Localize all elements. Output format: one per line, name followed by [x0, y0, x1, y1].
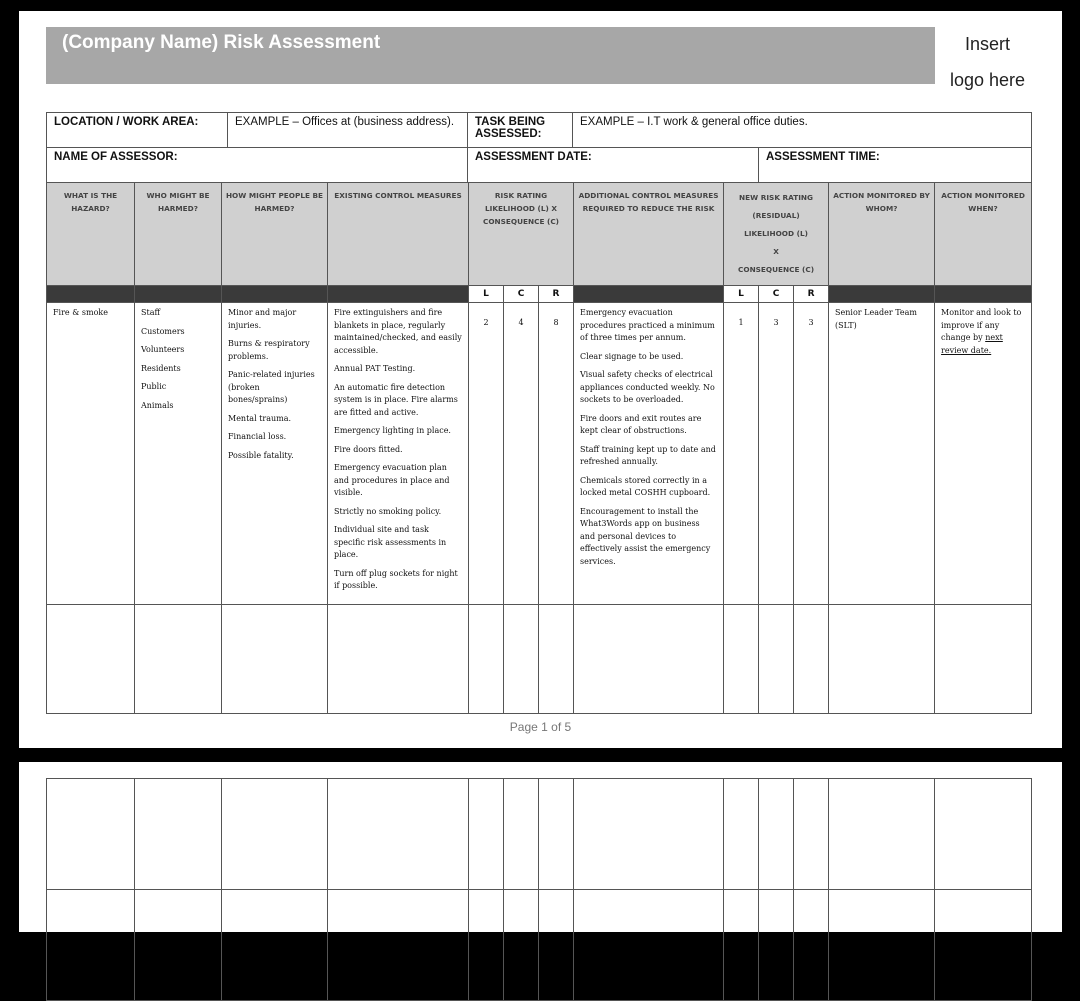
list-item: Financial loss. [228, 432, 287, 441]
table-row [47, 605, 1032, 714]
list-item: Emergency evacuation procedures practiced a minimum of three times per annum. [580, 308, 715, 342]
location-value[interactable]: EXAMPLE – Offices at (business address). [228, 113, 468, 148]
table-row [47, 303, 1032, 605]
header-existing-controls: EXISTING CONTROL MEASURES [328, 183, 469, 286]
task-label: TASK BEING ASSESSED: [468, 113, 573, 148]
who-cell[interactable] [135, 303, 222, 605]
list-item: Residents [141, 363, 181, 373]
list-item: Minor and major injuries. [228, 308, 297, 330]
header-additional-controls: ADDITIONAL CONTROL MEASURES REQUIRED TO REDUCE THE RISK [574, 183, 724, 286]
header-new-risk-rating [724, 183, 829, 286]
header-risk-rating [469, 183, 574, 286]
risk-c-value[interactable]: 4 [504, 303, 539, 605]
existing-controls-cell[interactable] [328, 303, 469, 605]
page-number: Page 1 of 5 [509, 720, 572, 734]
new-risk-l-value[interactable]: 1 [724, 303, 759, 605]
new-risk-likelihood: LIKELIHOOD (L) [744, 229, 808, 238]
how-cell[interactable] [222, 303, 328, 605]
list-item: Volunteers [141, 345, 185, 354]
next-review-date-link[interactable]: next review date. [941, 333, 1003, 355]
list-item: Panic-related injuries (broken bones/sprains) [228, 370, 315, 404]
list-item: Clear signage to be used. [580, 351, 684, 361]
continuation-table [46, 778, 1032, 1001]
risk-r-value[interactable]: 8 [539, 303, 574, 605]
list-item: Strictly no smoking policy. [334, 506, 442, 516]
header-hazard: WHAT IS THE HAZARD? [47, 183, 135, 286]
assessor-label[interactable]: NAME OF ASSESSOR: [47, 148, 468, 183]
list-item: Public [141, 382, 167, 391]
location-label: LOCATION / WORK AREA: [47, 113, 228, 148]
task-value[interactable]: EXAMPLE – I.T work & general office duties. [573, 113, 1032, 148]
list-item: Fire extinguishers and fire blankets in place, regularly maintained/checked, and easily accessible. [334, 308, 462, 355]
list-item: Burns & respiratory problems. [228, 339, 310, 361]
table-row [47, 779, 1032, 890]
risk-l-value[interactable]: 2 [469, 303, 504, 605]
new-risk-r-value[interactable]: 3 [794, 303, 829, 605]
when-text: Monitor and look to improve if any change by [941, 308, 1022, 342]
header-how: HOW MIGHT PEOPLE BE HARMED? [222, 183, 328, 286]
risk-c-header: C [504, 286, 539, 303]
risk-assessment-table [46, 182, 1032, 714]
document-title: (Company Name) Risk Assessment [62, 32, 381, 53]
by-whom-cell[interactable]: Senior Leader Team (SLT) [829, 303, 935, 605]
when-cell[interactable] [935, 303, 1032, 605]
hazard-cell[interactable]: Fire & smoke [47, 303, 135, 605]
list-item: Customers [141, 326, 185, 336]
list-item: Emergency lighting in place. [334, 426, 451, 435]
new-risk-c-header: C [759, 286, 794, 303]
new-risk-l-header: L [724, 286, 759, 303]
list-item: Annual PAT Testing. [334, 364, 416, 373]
table-row [47, 890, 1032, 1001]
list-item: Staff training kept up to date and refreshed annually. [580, 444, 716, 466]
list-item: Emergency evacuation plan and procedures in place and visible. [334, 463, 450, 497]
list-item: Mental trauma. [228, 413, 292, 423]
list-item: Individual site and task specific risk assessments in place. [334, 525, 447, 559]
logo-placeholder-line-1: Insert [965, 34, 1011, 54]
list-item: Fire doors and exit routes are kept clear of obstructions. [580, 413, 702, 435]
risk-r-header: R [539, 286, 574, 303]
risk-rating-formula: LIKELIHOOD (L) X CONSEQUENCE (C) [482, 204, 560, 226]
logo-placeholder-line-2: logo here [950, 70, 1026, 90]
new-risk-x: X [773, 247, 779, 256]
list-item: Turn off plug sockets for night if possible. [334, 568, 458, 590]
list-item: Encouragement to install the What3Words app on business and personal devices to effectively assist the emergency services. [580, 506, 711, 566]
additional-controls-cell[interactable] [574, 303, 724, 605]
header-who: WHO MIGHT BE HARMED? [135, 183, 222, 286]
list-item: Fire doors fitted. [334, 444, 403, 454]
risk-rating-title: RISK RATING [494, 191, 548, 200]
new-risk-consequence: CONSEQUENCE (C) [738, 265, 815, 274]
new-risk-c-value[interactable]: 3 [759, 303, 794, 605]
list-item: An automatic fire detection system is in place. Fire alarms are fitted and active. [334, 382, 458, 417]
header-when: ACTION MONITORED WHEN? [935, 183, 1032, 286]
document-page-1 [19, 11, 1062, 748]
list-item: Possible fatality. [228, 450, 294, 460]
assessment-date-label[interactable]: ASSESSMENT DATE: [468, 148, 759, 183]
new-risk-residual: (RESIDUAL) [752, 211, 800, 220]
list-item: Animals [141, 400, 174, 410]
title-banner [46, 27, 935, 84]
new-risk-r-header: R [794, 286, 829, 303]
list-item: Chemicals stored correctly in a locked metal COSHH cupboard. [580, 475, 711, 497]
header-by-whom: ACTION MONITORED BY WHOM? [829, 183, 935, 286]
document-page-2 [19, 762, 1062, 932]
new-risk-title: NEW RISK RATING [739, 193, 813, 202]
risk-l-header: L [469, 286, 504, 303]
list-item: Visual safety checks of electrical appliances conducted weekly. No sockets to be overloaded. [580, 370, 715, 404]
assessment-time-label[interactable]: ASSESSMENT TIME: [759, 148, 1032, 183]
assessment-info-table [46, 112, 1032, 183]
list-item: Staff [141, 308, 161, 317]
